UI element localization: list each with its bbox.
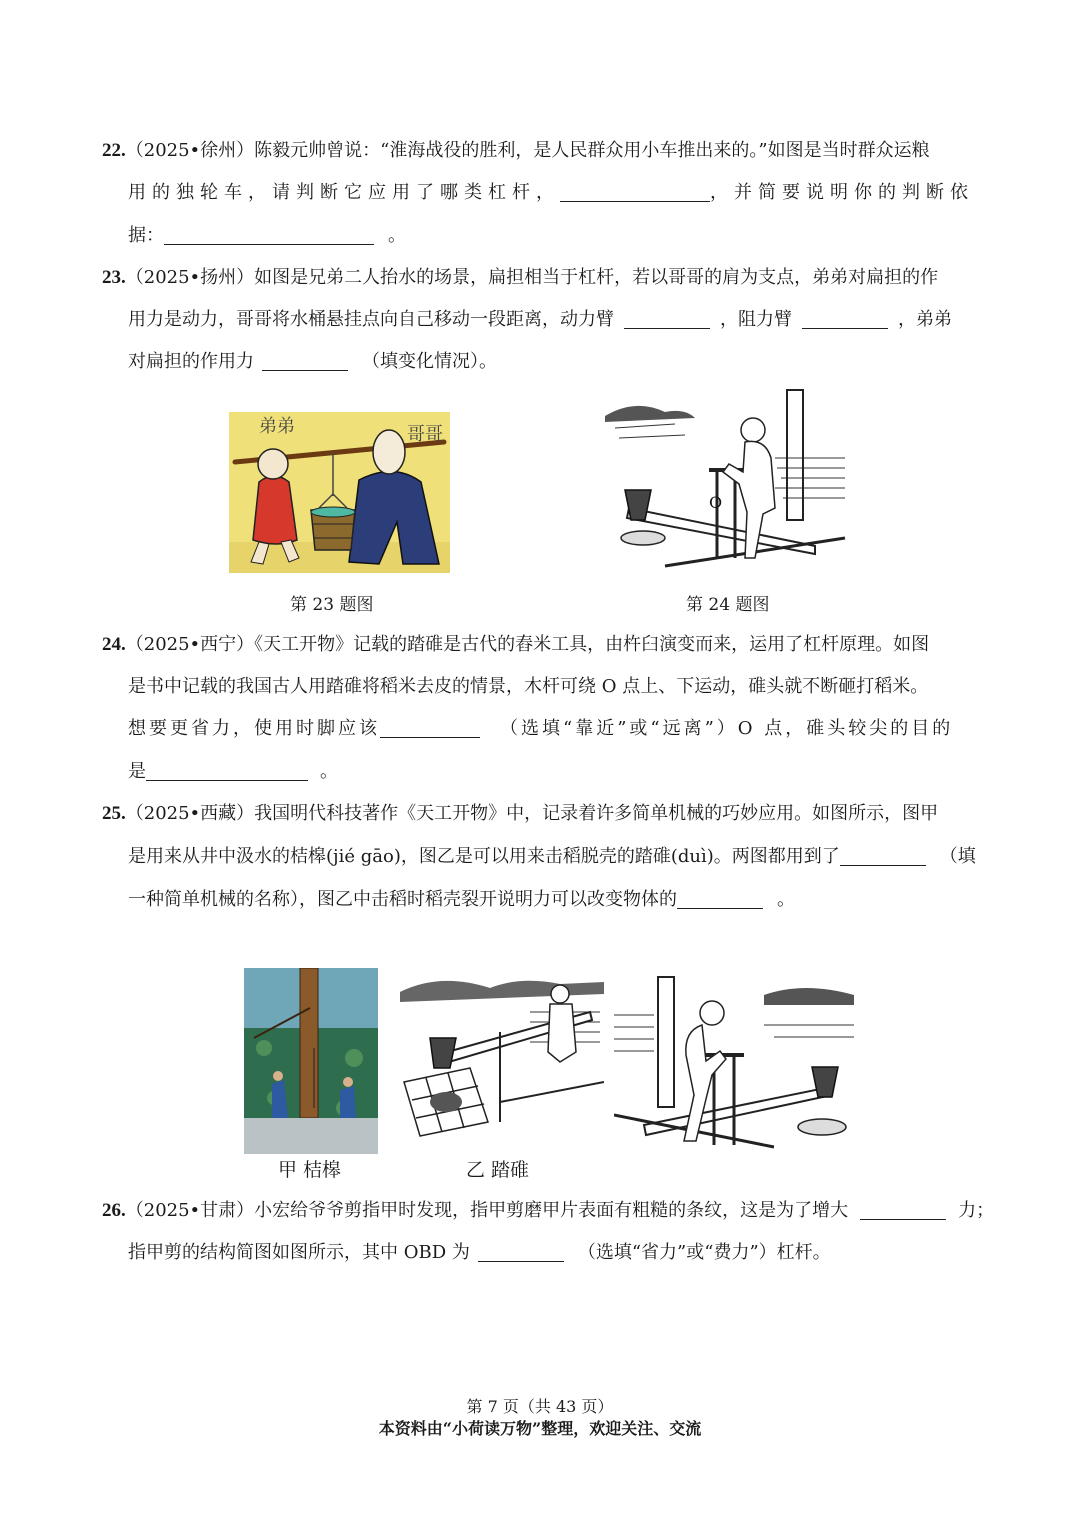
caption-figure-24: 第 24 题图 bbox=[686, 595, 770, 615]
q26-line-1 bbox=[102, 1196, 994, 1226]
figure-23 bbox=[229, 412, 450, 573]
q24-line-2 bbox=[128, 672, 928, 702]
q23-text-2a: 用力是动力，哥哥将水桶悬挂点向自己移动一段距离，动力臂 bbox=[128, 309, 614, 330]
q24-text-4b: 。 bbox=[320, 761, 338, 782]
brothers-carrying-water-illustration bbox=[229, 412, 450, 573]
q25-text-2a: 是用来从井中汲水的桔槔(jié gāo)，图乙是可以用来击稻脱壳的踏碓(duì)。两图都用到了 bbox=[128, 846, 840, 867]
q26-text-1b: 力； bbox=[958, 1200, 995, 1221]
q24-line-1 bbox=[102, 630, 929, 660]
q25-text-1: （2025•西藏）我国明代科技著作《天工开物》中，记录着许多简单机械的巧妙应用。如图所示，图甲 bbox=[125, 803, 939, 824]
figure-24 bbox=[605, 388, 850, 576]
q26-text-1a: （2025•甘肃）小宏给爷爷剪指甲时发现，指甲剪磨甲片表面有粗糙的条纹，这是为了增大 bbox=[125, 1200, 849, 1221]
q23-text-2b: ，阻力臂 bbox=[720, 309, 792, 330]
q22-line-1 bbox=[102, 136, 930, 166]
q25-blank-2[interactable] bbox=[677, 888, 763, 909]
q25-blank-1[interactable] bbox=[840, 845, 926, 866]
treadle-pestle-illustration-2 bbox=[614, 975, 858, 1152]
figure-25-treadle bbox=[614, 975, 858, 1152]
label-o-point: O bbox=[709, 493, 723, 512]
label-didi: 弟弟 bbox=[259, 416, 295, 437]
q24-line-4 bbox=[128, 757, 338, 787]
rice-thresher-illustration bbox=[400, 972, 604, 1152]
q25-text-3b: 。 bbox=[777, 889, 795, 910]
q26-text-2a: 指甲剪的结构简图如图所示，其中 OBD 为 bbox=[128, 1242, 470, 1263]
footer-note: 本资料由“小荷读万物”整理，欢迎关注、交流 bbox=[378, 1419, 702, 1438]
q22-number: 22. bbox=[102, 140, 126, 161]
q23-blank-3[interactable] bbox=[262, 350, 348, 371]
q25-line-1 bbox=[102, 799, 938, 829]
q25-line-3 bbox=[128, 885, 795, 915]
label-gege: 哥哥 bbox=[407, 424, 443, 445]
q24-blank-1[interactable] bbox=[380, 717, 480, 738]
q23-number: 23. bbox=[102, 267, 126, 288]
q24-number: 24. bbox=[102, 634, 126, 655]
q22-text-3a: 据： bbox=[128, 225, 164, 246]
q25-number: 25. bbox=[102, 803, 126, 824]
q25-text-3a: 一种简单机械的名称），图乙中击稻时稻壳裂开说明力可以改变物体的 bbox=[128, 889, 677, 910]
caption-figure-25-jia: 甲 桔槔 bbox=[278, 1159, 342, 1181]
q24-text-2: 是书中记载的我国古人用踏碓将稻米去皮的情景，木杆可绕 O 点上、下运动，碓头就不断砸打稻米。 bbox=[128, 676, 929, 697]
q26-line-2 bbox=[128, 1238, 831, 1268]
well-sweep-illustration bbox=[244, 968, 378, 1154]
q23-line-2 bbox=[128, 305, 952, 335]
q23-text-3b: （填变化情况）。 bbox=[362, 351, 497, 372]
caption-figure-25-yi: 乙 踏碓 bbox=[466, 1159, 530, 1181]
q24-text-4a: 是 bbox=[128, 761, 146, 782]
q24-blank-2[interactable] bbox=[146, 760, 308, 781]
q23-text-1: （2025•扬州）如图是兄弟二人抬水的场景，扁担相当于杠杆，若以哥哥的肩为支点，弟弟对扁担的作 bbox=[125, 267, 939, 288]
q22-text-1: （2025•徐州）陈毅元帅曾说：“淮海战役的胜利，是人民群众用小车推出来的。”如图是当时群众运粮 bbox=[125, 140, 930, 161]
q22-text-3b: 。 bbox=[388, 225, 406, 246]
q23-line-3 bbox=[128, 347, 497, 377]
caption-figure-23: 第 23 题图 bbox=[290, 595, 374, 615]
q22-line-3 bbox=[128, 221, 406, 251]
q23-line-1 bbox=[102, 263, 938, 293]
q22-blank-2[interactable] bbox=[164, 224, 374, 245]
page-number: 第 7 页（共 43 页） bbox=[466, 1397, 614, 1416]
q22-text-2a: 用的独轮车，请判断它应用了哪类杠杆， bbox=[128, 182, 560, 203]
q23-blank-1[interactable] bbox=[624, 308, 710, 329]
figure-25-jia bbox=[244, 968, 378, 1154]
q26-text-2b: （选填“省力”或“费力”）杠杆。 bbox=[577, 1242, 831, 1263]
q24-text-1: （2025•西宁）《天工开物》记载的踏碓是古代的舂米工具，由杵臼演变而来，运用了杠杆原理。如图 bbox=[125, 634, 930, 655]
treadle-pestle-illustration bbox=[605, 388, 850, 576]
q25-text-2b: （填 bbox=[939, 846, 976, 867]
q22-text-2b: ，并简要说明你的判断依 bbox=[710, 182, 974, 203]
q25-line-2 bbox=[128, 842, 976, 872]
q26-blank-1[interactable] bbox=[860, 1199, 946, 1220]
q26-blank-2[interactable] bbox=[478, 1241, 564, 1262]
q22-blank-1[interactable] bbox=[560, 181, 710, 202]
q24-text-3a: 想要更省力，使用时脚应该 bbox=[128, 718, 380, 739]
q24-text-3b: （选填“靠近”或“远离”）O 点，碓头较尖的目的 bbox=[500, 718, 954, 739]
figure-25-yi bbox=[400, 972, 604, 1152]
q23-text-3a: 对扁担的作用力 bbox=[128, 351, 254, 372]
q22-line-2 bbox=[128, 178, 974, 208]
q26-number: 26. bbox=[102, 1200, 126, 1221]
q24-line-3 bbox=[128, 714, 953, 744]
q23-text-2c: ，弟弟 bbox=[898, 309, 952, 330]
q23-blank-2[interactable] bbox=[802, 308, 888, 329]
